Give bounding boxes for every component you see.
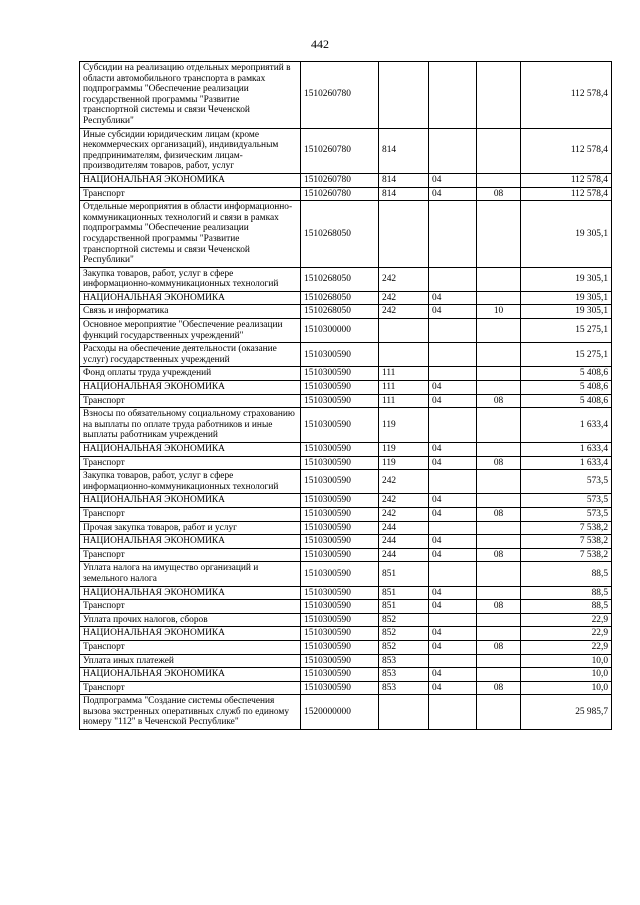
table-row	[80, 201, 612, 268]
row-code-cell: 1510300590	[301, 367, 379, 381]
table-row	[80, 381, 612, 395]
row-section-cell: 04	[429, 443, 477, 457]
row-name-cell: НАЦИОНАЛЬНАЯ ЭКОНОМИКА	[80, 381, 301, 395]
row-name-cell: Уплата прочих налогов, сборов	[80, 613, 301, 627]
row-subsection-cell	[477, 562, 521, 586]
row-code-cell: 1510300590	[301, 586, 379, 600]
row-code-cell: 1510300590	[301, 507, 379, 521]
row-subsection-cell	[477, 586, 521, 600]
row-subsection-cell	[477, 627, 521, 641]
row-expense-type-cell: 242	[379, 507, 429, 521]
row-sum-cell: 5 408,6	[521, 394, 612, 408]
row-section-cell: 04	[429, 548, 477, 562]
row-section-cell: 04	[429, 381, 477, 395]
row-subsection-cell: 08	[477, 394, 521, 408]
row-name-cell: НАЦИОНАЛЬНАЯ ЭКОНОМИКА	[80, 494, 301, 508]
row-section-cell: 04	[429, 291, 477, 305]
row-section-cell: 04	[429, 668, 477, 682]
table-row	[80, 521, 612, 535]
row-subsection-cell: 08	[477, 600, 521, 614]
row-subsection-cell	[477, 535, 521, 549]
table-row	[80, 640, 612, 654]
row-subsection-cell: 08	[477, 681, 521, 695]
row-code-cell: 1510300590	[301, 343, 379, 367]
table-row	[80, 187, 612, 201]
row-code-cell: 1510260780	[301, 128, 379, 173]
budget-table	[79, 61, 612, 730]
row-section-cell	[429, 128, 477, 173]
row-name-cell: Иные субсидии юридическим лицам (кроме некоммерческих организаций), индивидуальным предпринимателям, физическим лицам-производителям товаров, работ, услуг	[80, 128, 301, 173]
row-expense-type-cell: 814	[379, 128, 429, 173]
row-sum-cell: 1 633,4	[521, 408, 612, 443]
row-code-cell: 1510300590	[301, 613, 379, 627]
row-name-cell: Расходы на обеспечение деятельности (оказание услуг) государственных учреждений	[80, 343, 301, 367]
row-section-cell	[429, 408, 477, 443]
row-subsection-cell	[477, 319, 521, 343]
table-row	[80, 443, 612, 457]
row-name-cell: Закупка товаров, работ, услуг в сфере информационно-коммуникационных технологий	[80, 470, 301, 494]
row-name-cell: НАЦИОНАЛЬНАЯ ЭКОНОМИКА	[80, 586, 301, 600]
row-name-cell: Фонд оплаты труда учреждений	[80, 367, 301, 381]
table-row	[80, 586, 612, 600]
row-name-cell: Уплата налога на имущество организаций и земельного налога	[80, 562, 301, 586]
row-expense-type-cell	[379, 319, 429, 343]
row-code-cell: 1520000000	[301, 695, 379, 730]
row-subsection-cell	[477, 62, 521, 129]
row-subsection-cell	[477, 695, 521, 730]
row-code-cell: 1510300590	[301, 562, 379, 586]
row-section-cell	[429, 201, 477, 268]
row-code-cell: 1510300590	[301, 640, 379, 654]
row-code-cell: 1510300590	[301, 668, 379, 682]
table-row	[80, 394, 612, 408]
row-sum-cell: 573,5	[521, 470, 612, 494]
row-subsection-cell	[477, 470, 521, 494]
row-sum-cell: 573,5	[521, 494, 612, 508]
row-expense-type-cell: 244	[379, 548, 429, 562]
row-sum-cell: 19 305,1	[521, 305, 612, 319]
row-expense-type-cell: 244	[379, 535, 429, 549]
row-expense-type-cell: 242	[379, 494, 429, 508]
row-expense-type-cell: 244	[379, 521, 429, 535]
row-name-cell: Транспорт	[80, 640, 301, 654]
row-expense-type-cell	[379, 201, 429, 268]
table-row	[80, 613, 612, 627]
row-subsection-cell	[477, 443, 521, 457]
row-expense-type-cell: 853	[379, 668, 429, 682]
row-code-cell: 1510300590	[301, 443, 379, 457]
table-row	[80, 681, 612, 695]
row-expense-type-cell: 119	[379, 456, 429, 470]
row-sum-cell: 19 305,1	[521, 291, 612, 305]
row-sum-cell: 22,9	[521, 627, 612, 641]
table-row	[80, 291, 612, 305]
row-section-cell: 04	[429, 494, 477, 508]
row-expense-type-cell: 852	[379, 640, 429, 654]
row-section-cell	[429, 562, 477, 586]
row-code-cell: 1510300590	[301, 521, 379, 535]
row-section-cell: 04	[429, 187, 477, 201]
row-expense-type-cell: 853	[379, 654, 429, 668]
table-row	[80, 173, 612, 187]
row-expense-type-cell	[379, 695, 429, 730]
row-sum-cell: 7 538,2	[521, 535, 612, 549]
row-code-cell: 1510260780	[301, 62, 379, 129]
row-expense-type-cell: 852	[379, 627, 429, 641]
row-subsection-cell	[477, 128, 521, 173]
row-code-cell: 1510260780	[301, 173, 379, 187]
table-row	[80, 507, 612, 521]
row-code-cell: 1510300590	[301, 654, 379, 668]
row-expense-type-cell: 242	[379, 291, 429, 305]
row-name-cell: Основное мероприятие "Обеспечение реализации функций государственных учреждений"	[80, 319, 301, 343]
row-sum-cell: 10,0	[521, 654, 612, 668]
row-expense-type-cell: 814	[379, 173, 429, 187]
row-expense-type-cell: 851	[379, 586, 429, 600]
row-expense-type-cell: 851	[379, 562, 429, 586]
row-section-cell: 04	[429, 600, 477, 614]
row-section-cell: 04	[429, 507, 477, 521]
table-row	[80, 668, 612, 682]
row-subsection-cell: 08	[477, 640, 521, 654]
row-name-cell: НАЦИОНАЛЬНАЯ ЭКОНОМИКА	[80, 291, 301, 305]
row-section-cell	[429, 613, 477, 627]
row-name-cell: Транспорт	[80, 600, 301, 614]
row-sum-cell: 112 578,4	[521, 173, 612, 187]
table-row	[80, 548, 612, 562]
row-expense-type-cell: 814	[379, 187, 429, 201]
row-name-cell: Отдельные мероприятия в области информационно-коммуникационных технологий и связи в рамках подпрограммы "Обеспечение реализации государственной программы "Развитие транспортной системы и связи Чеченской Республики"	[80, 201, 301, 268]
row-expense-type-cell: 242	[379, 267, 429, 291]
row-code-cell: 1510300590	[301, 494, 379, 508]
row-code-cell: 1510300590	[301, 627, 379, 641]
table-row	[80, 62, 612, 129]
row-expense-type-cell: 119	[379, 408, 429, 443]
table-row	[80, 494, 612, 508]
row-sum-cell: 19 305,1	[521, 267, 612, 291]
table-row	[80, 319, 612, 343]
row-code-cell: 1510268050	[301, 267, 379, 291]
row-code-cell: 1510300590	[301, 381, 379, 395]
row-expense-type-cell: 853	[379, 681, 429, 695]
row-subsection-cell	[477, 367, 521, 381]
row-expense-type-cell: 242	[379, 470, 429, 494]
row-subsection-cell	[477, 613, 521, 627]
row-subsection-cell	[477, 668, 521, 682]
row-code-cell: 1510268050	[301, 291, 379, 305]
row-subsection-cell	[477, 173, 521, 187]
table-row	[80, 600, 612, 614]
row-name-cell: Закупка товаров, работ, услуг в сфере информационно-коммуникационных технологий	[80, 267, 301, 291]
row-subsection-cell: 08	[477, 456, 521, 470]
table-row	[80, 343, 612, 367]
row-expense-type-cell: 851	[379, 600, 429, 614]
table-row	[80, 408, 612, 443]
table-row	[80, 535, 612, 549]
row-sum-cell: 22,9	[521, 640, 612, 654]
row-section-cell: 04	[429, 586, 477, 600]
row-expense-type-cell	[379, 343, 429, 367]
row-sum-cell: 88,5	[521, 562, 612, 586]
row-expense-type-cell: 242	[379, 305, 429, 319]
row-sum-cell: 5 408,6	[521, 367, 612, 381]
row-expense-type-cell	[379, 62, 429, 129]
row-code-cell: 1510300590	[301, 600, 379, 614]
row-subsection-cell: 08	[477, 507, 521, 521]
row-section-cell	[429, 62, 477, 129]
row-sum-cell: 7 538,2	[521, 548, 612, 562]
row-sum-cell: 573,5	[521, 507, 612, 521]
row-subsection-cell	[477, 267, 521, 291]
row-sum-cell: 112 578,4	[521, 187, 612, 201]
table-row	[80, 367, 612, 381]
row-section-cell: 04	[429, 535, 477, 549]
row-subsection-cell: 08	[477, 187, 521, 201]
row-subsection-cell	[477, 291, 521, 305]
row-section-cell: 04	[429, 394, 477, 408]
row-name-cell: Взносы по обязательному социальному страхованию на выплаты по оплате труда работников и иные выплаты работникам учреждений	[80, 408, 301, 443]
table-row	[80, 305, 612, 319]
row-sum-cell: 112 578,4	[521, 62, 612, 129]
row-code-cell: 1510300590	[301, 394, 379, 408]
row-name-cell: НАЦИОНАЛЬНАЯ ЭКОНОМИКА	[80, 173, 301, 187]
row-code-cell: 1510268050	[301, 201, 379, 268]
row-section-cell	[429, 267, 477, 291]
row-sum-cell: 7 538,2	[521, 521, 612, 535]
row-section-cell	[429, 319, 477, 343]
row-sum-cell: 25 985,7	[521, 695, 612, 730]
row-subsection-cell	[477, 654, 521, 668]
row-subsection-cell	[477, 201, 521, 268]
row-section-cell	[429, 695, 477, 730]
row-name-cell: Транспорт	[80, 681, 301, 695]
row-section-cell	[429, 521, 477, 535]
row-section-cell: 04	[429, 640, 477, 654]
row-code-cell: 1510268050	[301, 305, 379, 319]
row-subsection-cell	[477, 381, 521, 395]
row-name-cell: Транспорт	[80, 456, 301, 470]
budget-table-body	[80, 62, 612, 730]
row-expense-type-cell: 111	[379, 367, 429, 381]
row-name-cell: Транспорт	[80, 548, 301, 562]
table-row	[80, 654, 612, 668]
row-sum-cell: 22,9	[521, 613, 612, 627]
row-subsection-cell	[477, 343, 521, 367]
row-name-cell: Субсидии на реализацию отдельных мероприятий в области автомобильного транспорта в рамках подпрограммы "Обеспечение реализации государственной программы "Развитие транспортной системы и связи Чеченской Республики"	[80, 62, 301, 129]
row-section-cell	[429, 343, 477, 367]
row-section-cell	[429, 654, 477, 668]
row-name-cell: Уплата иных платежей	[80, 654, 301, 668]
row-sum-cell: 15 275,1	[521, 319, 612, 343]
row-section-cell: 04	[429, 173, 477, 187]
row-name-cell: НАЦИОНАЛЬНАЯ ЭКОНОМИКА	[80, 668, 301, 682]
page-number: 442	[311, 37, 329, 51]
row-code-cell: 1510300590	[301, 456, 379, 470]
row-name-cell: НАЦИОНАЛЬНАЯ ЭКОНОМИКА	[80, 627, 301, 641]
row-section-cell: 04	[429, 627, 477, 641]
table-row	[80, 456, 612, 470]
table-row	[80, 562, 612, 586]
row-subsection-cell	[477, 521, 521, 535]
table-row	[80, 470, 612, 494]
row-code-cell: 1510300000	[301, 319, 379, 343]
row-sum-cell: 10,0	[521, 668, 612, 682]
row-code-cell: 1510300590	[301, 535, 379, 549]
row-sum-cell: 1 633,4	[521, 456, 612, 470]
row-expense-type-cell: 111	[379, 394, 429, 408]
row-code-cell: 1510300590	[301, 681, 379, 695]
row-code-cell: 1510260780	[301, 187, 379, 201]
row-name-cell: Подпрограмма "Создание системы обеспечения вызова экстренных оперативных служб по единому номеру "112" в Чеченской Республике"	[80, 695, 301, 730]
table-row	[80, 627, 612, 641]
row-code-cell: 1510300590	[301, 470, 379, 494]
row-sum-cell: 1 633,4	[521, 443, 612, 457]
row-expense-type-cell: 111	[379, 381, 429, 395]
row-section-cell	[429, 470, 477, 494]
row-name-cell: Транспорт	[80, 507, 301, 521]
table-row	[80, 267, 612, 291]
table-row	[80, 695, 612, 730]
row-expense-type-cell: 852	[379, 613, 429, 627]
row-sum-cell: 112 578,4	[521, 128, 612, 173]
row-subsection-cell	[477, 408, 521, 443]
row-name-cell: Транспорт	[80, 394, 301, 408]
row-subsection-cell: 08	[477, 548, 521, 562]
row-code-cell: 1510300590	[301, 408, 379, 443]
table-row	[80, 128, 612, 173]
row-name-cell: Прочая закупка товаров, работ и услуг	[80, 521, 301, 535]
row-section-cell: 04	[429, 681, 477, 695]
row-section-cell: 04	[429, 305, 477, 319]
row-name-cell: Связь и информатика	[80, 305, 301, 319]
row-sum-cell: 5 408,6	[521, 381, 612, 395]
row-sum-cell: 88,5	[521, 586, 612, 600]
row-section-cell: 04	[429, 456, 477, 470]
row-sum-cell: 10,0	[521, 681, 612, 695]
row-name-cell: Транспорт	[80, 187, 301, 201]
row-subsection-cell	[477, 494, 521, 508]
row-sum-cell: 88,5	[521, 600, 612, 614]
row-name-cell: НАЦИОНАЛЬНАЯ ЭКОНОМИКА	[80, 535, 301, 549]
row-name-cell: НАЦИОНАЛЬНАЯ ЭКОНОМИКА	[80, 443, 301, 457]
row-subsection-cell: 10	[477, 305, 521, 319]
row-sum-cell: 19 305,1	[521, 201, 612, 268]
row-code-cell: 1510300590	[301, 548, 379, 562]
row-section-cell	[429, 367, 477, 381]
row-expense-type-cell: 119	[379, 443, 429, 457]
row-sum-cell: 15 275,1	[521, 343, 612, 367]
